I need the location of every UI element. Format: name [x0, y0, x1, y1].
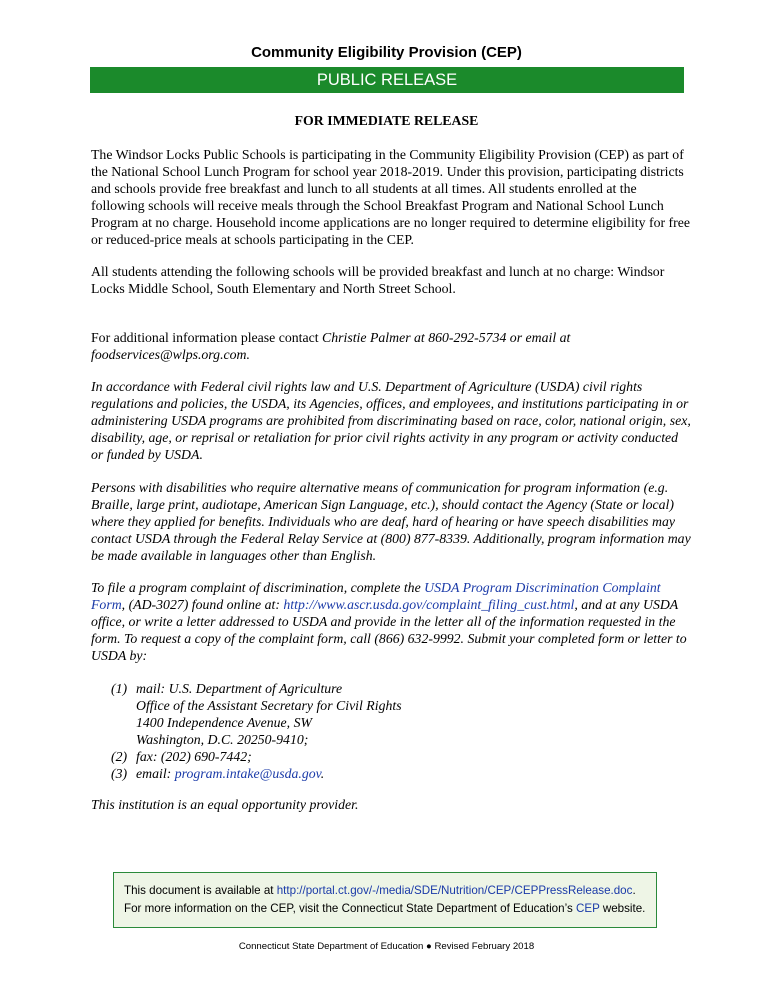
- list-item-mail: [111, 680, 671, 697]
- page-footer: Connecticut State Department of Education ● Revised February 2018: [238, 941, 535, 952]
- complaint-form-link[interactable]: USDA Program Discrimination Complaint Form: [91, 580, 661, 612]
- footer-text-2: . For more information on the CEP, visit the Connecticut State Department of Education’s: [124, 884, 636, 915]
- mail-line-1: mail: U.S. Department of Agriculture: [136, 681, 343, 696]
- mail-line-2: Office of the Assistant Secretary for Civil Rights: [136, 698, 402, 713]
- cep-link[interactable]: CEP: [575, 902, 600, 915]
- equal-opportunity-statement: This institution is an equal opportunity provider.: [91, 797, 359, 812]
- disabilities-paragraph: Persons with disabilities who require alternative means of communication for program information (e.g. Braille, large print, audiotape, American Sign Language, etc.), should contact the Agency (State or local) where they applied for benefits. Individuals who are deaf, hard of hearing or have speech disabilities may contact USDA through the Federal Relay Service at (800) 877-8339. Additionally, program information may be made available in languages other than English.: [91, 480, 691, 563]
- list-item-email: [111, 765, 671, 782]
- document-url-link[interactable]: http://portal.ct.gov/-/media/SDE/Nutrition/CEP/CEPPressRelease.doc: [276, 884, 633, 897]
- contact-paragraph: [91, 329, 691, 363]
- list-item-fax: [111, 748, 671, 765]
- release-heading: FOR IMMEDIATE RELEASE: [294, 113, 479, 128]
- document-title: Community Eligibility Provision (CEP): [251, 44, 522, 61]
- fax-text: fax: (202) 690-7442;: [136, 749, 252, 764]
- contact-details: Christie Palmer at 860-292-5734 or email at foodservices@wlps.org.com.: [91, 330, 571, 362]
- public-release-banner: PUBLIC RELEASE: [90, 67, 684, 93]
- paragraph-schools: All students attending the following schools will be provided breakfast and lunch at no charge: Windsor Locks Middle School, South Elementary and North Street School.: [91, 264, 665, 296]
- list-number: (2): [111, 749, 128, 764]
- email-end: .: [320, 766, 325, 781]
- mail-line-4: Washington, D.C. 20250-9410;: [136, 732, 309, 747]
- complaint-text-1: To file a program complaint of discrimination, complete the: [91, 580, 425, 595]
- complaint-paragraph: [91, 579, 691, 664]
- list-number: (1): [111, 681, 128, 696]
- complaint-url-link[interactable]: http://www.ascr.usda.gov/complaint_filing_cust.html: [283, 597, 575, 612]
- submission-list: [111, 680, 671, 782]
- availability-note-box: [113, 872, 657, 928]
- email-link[interactable]: program.intake@usda.gov: [174, 766, 321, 781]
- paragraph-cep-participation: The Windsor Locks Public Schools is participating in the Community Eligibility Provision (CEP) as part of the National School Lunch Program for school year 2018-2019. Under this provision, participating districts and schools provide free breakfast and lunch to all students at all times. All students enrolled at the following schools will receive meals through the School Breakfast Program and National School Lunch Program at no charge. Household income applications are no longer required to determine eligibility for free or reduced-price meals at schools participating in the CEP.: [91, 147, 690, 247]
- email-label: email:: [136, 766, 175, 781]
- list-number: (3): [111, 766, 128, 781]
- complaint-text-3: , and at any USDA office, or write a letter addressed to USDA and provide in the letter all of the information requested in the form. To request a copy of the complaint form, call (866) 632-9992. Submit your completed form or letter to USDA by:: [91, 597, 687, 663]
- complaint-text-2: , (AD-3027) found online at:: [121, 597, 284, 612]
- footer-text-3: website.: [599, 902, 646, 915]
- civil-rights-paragraph: In accordance with Federal civil rights law and U.S. Department of Agriculture (USDA) civil rights regulations and policies, the USDA, its Agencies, offices, and employees, and institutions participating in or administering USDA programs are prohibited from discriminating based on race, color, national origin, sex, disability, age, or reprisal or retaliation for prior civil rights activity in any program or activity conducted or funded by USDA.: [91, 379, 691, 462]
- mail-line-3: 1400 Independence Avenue, SW: [136, 715, 312, 730]
- contact-lead: For additional information please contact: [91, 330, 323, 345]
- footer-text-1: This document is available at: [124, 884, 277, 897]
